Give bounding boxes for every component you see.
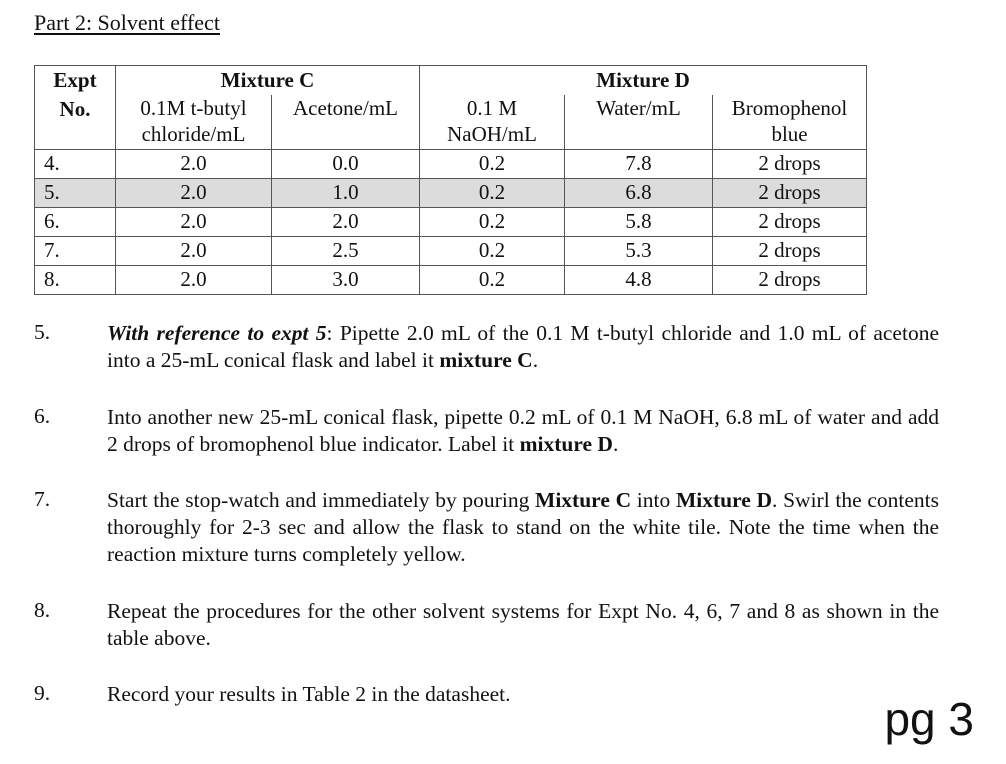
- cell-acetone: 0.0: [272, 150, 420, 179]
- cell-tbutyl: 2.0: [116, 150, 272, 179]
- naoh-column-header: 0.1 M NaOH/mL: [420, 95, 565, 150]
- cell-tbutyl: 2.0: [116, 266, 272, 295]
- table-row: [35, 179, 867, 208]
- cell-water: 7.8: [565, 150, 713, 179]
- cell-no: 8.: [35, 266, 116, 295]
- solvent-effect-table: [34, 65, 867, 295]
- section-heading: Part 2: Solvent effect: [34, 10, 220, 35]
- tbutyl-column-header: 0.1M t-butyl chloride/mL: [116, 95, 272, 150]
- mixture-c-header: Mixture C: [116, 66, 420, 96]
- cell-no: 6.: [35, 208, 116, 237]
- cell-bromo: 2 drops: [713, 179, 867, 208]
- cell-acetone: 2.5: [272, 237, 420, 266]
- cell-tbutyl: 2.0: [116, 237, 272, 266]
- cell-no: 4.: [35, 150, 116, 179]
- cell-acetone: 1.0: [272, 179, 420, 208]
- table-row: [35, 237, 867, 266]
- mixture-d-header: Mixture D: [420, 66, 867, 96]
- cell-water: 5.3: [565, 237, 713, 266]
- cell-bromo: 2 drops: [713, 266, 867, 295]
- expt-no-header: Expt No.: [35, 66, 116, 150]
- bromophenol-column-header: Bromophenol blue: [713, 95, 867, 150]
- cell-no: 5.: [35, 179, 116, 208]
- acetone-column-header: Acetone/mL: [272, 95, 420, 150]
- cell-bromo: 2 drops: [713, 150, 867, 179]
- cell-tbutyl: 2.0: [116, 179, 272, 208]
- water-column-header: Water/mL: [565, 95, 713, 150]
- cell-tbutyl: 2.0: [116, 208, 272, 237]
- cell-bromo: 2 drops: [713, 237, 867, 266]
- cell-naoh: 0.2: [420, 208, 565, 237]
- cell-no: 7.: [35, 237, 116, 266]
- cell-bromo: 2 drops: [713, 208, 867, 237]
- cell-naoh: 0.2: [420, 150, 565, 179]
- cell-naoh: 0.2: [420, 237, 565, 266]
- cell-water: 6.8: [565, 179, 713, 208]
- cell-naoh: 0.2: [420, 266, 565, 295]
- cell-naoh: 0.2: [420, 179, 565, 208]
- table-row: [35, 266, 867, 295]
- cell-acetone: 2.0: [272, 208, 420, 237]
- cell-water: 4.8: [565, 266, 713, 295]
- table-row: [35, 208, 867, 237]
- table-row: [35, 150, 867, 179]
- page-number: pg 3: [884, 693, 974, 745]
- cell-water: 5.8: [565, 208, 713, 237]
- cell-acetone: 3.0: [272, 266, 420, 295]
